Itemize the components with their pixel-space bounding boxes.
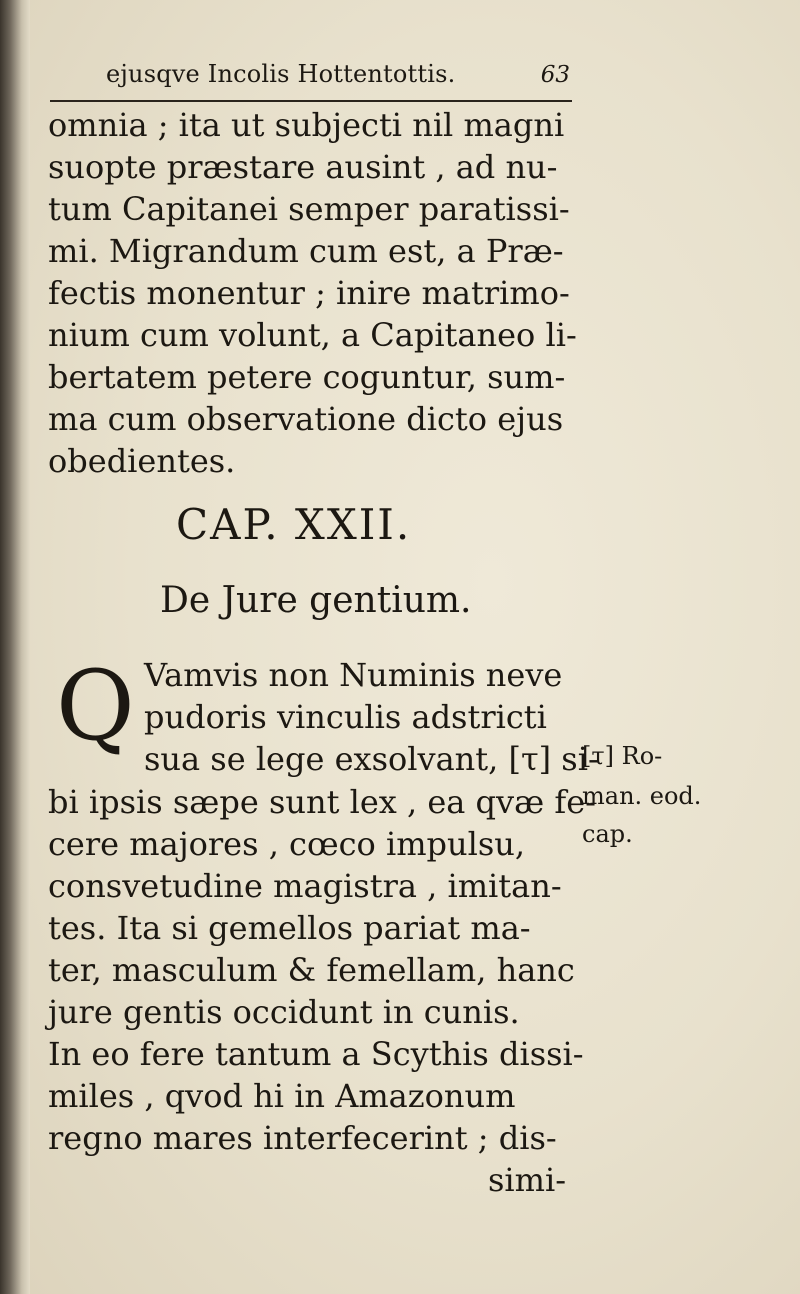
text-line: jure gentis occidunt in cunis.: [48, 993, 520, 1031]
running-head: ejusqve Incolis Hottentottis.: [106, 60, 456, 88]
text-line: ma cum observatione dicto ejus: [48, 400, 564, 438]
text-line: nium cum volunt, a Capitaneo li-: [48, 316, 577, 354]
catchword: simi-: [488, 1161, 567, 1199]
text-line: pudoris vinculis adstricti: [144, 698, 547, 736]
page-number: 63: [540, 62, 570, 88]
marginal-note-line: man. eod.: [582, 782, 702, 810]
drop-cap-letter: Q: [56, 650, 135, 762]
text-line: bertatem petere coguntur, sum-: [48, 358, 566, 396]
text-line: cere majores , cœco impulsu,: [48, 825, 526, 863]
page-header: [50, 60, 572, 102]
text-line: miles , qvod hi in Amazonum: [48, 1077, 516, 1115]
text-line: omnia ; ita ut subjecti nil magni: [48, 106, 565, 144]
marginal-note-line: [τ] Ro-: [582, 742, 663, 770]
text-line: fectis monentur ; inire matrimo-: [48, 274, 570, 312]
text-line: suopte præstare ausint , ad nu-: [48, 148, 558, 186]
book-spine-shadow: [0, 0, 30, 1294]
text-line: tes. Ita si gemellos pariat ma-: [48, 909, 531, 947]
text-line: regno mares interfecerint ; dis-: [48, 1119, 557, 1157]
text-line: mi. Migrandum cum est, a Præ-: [48, 232, 564, 270]
text-line: In eo fere tantum a Scythis dissi-: [48, 1035, 584, 1073]
text-line: obedientes.: [48, 442, 236, 480]
text-line: Vamvis non Numinis neve: [144, 656, 563, 694]
text-line: tum Capitanei semper paratissi-: [48, 190, 570, 228]
text-line: ter, masculum & femellam, hanc: [48, 951, 575, 989]
text-line: sua se lege exsolvant, [τ] si-: [144, 740, 599, 778]
text-line: bi ipsis sæpe sunt lex , ea qvæ fe-: [48, 783, 596, 821]
text-line: consvetudine magistra , imitan-: [48, 867, 562, 905]
marginal-note-line: cap.: [582, 820, 633, 848]
chapter-heading: CAP. XXII.: [176, 500, 412, 549]
chapter-title: De Jure gentium.: [160, 580, 472, 621]
